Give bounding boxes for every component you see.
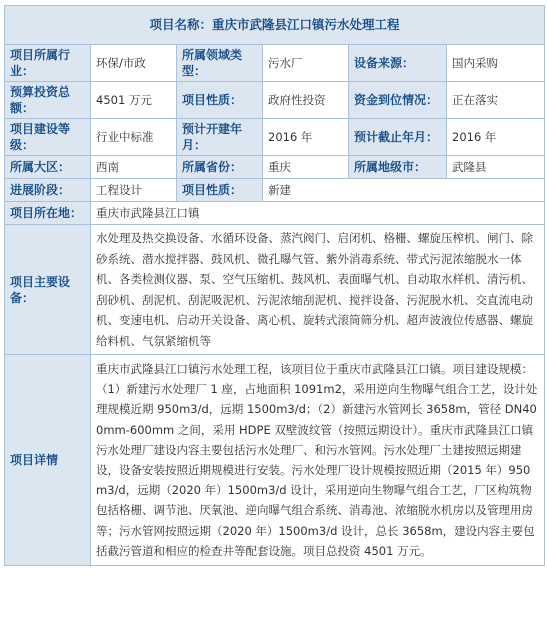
- source-label: 设备来源：: [349, 45, 447, 82]
- region-label: 所属大区：: [5, 156, 91, 179]
- location-label: 项目所在地：: [5, 202, 91, 225]
- domain-value: 污水厂: [263, 45, 349, 82]
- table-row: [5, 82, 545, 119]
- table-row: [5, 156, 545, 179]
- stage-label: 进展阶段：: [5, 179, 91, 202]
- details-label: 项目详情: [5, 355, 91, 566]
- location-value: 重庆市武隆县江口镇: [91, 202, 545, 225]
- industry-label: 项目所属行业：: [5, 45, 91, 82]
- region-value: 西南: [91, 156, 177, 179]
- end-label: 预计截止年月：: [349, 119, 447, 156]
- project-title: 项目名称：重庆市武隆县江口镇污水处理工程: [5, 6, 545, 45]
- table-row: [5, 179, 545, 202]
- nature-label: 项目性质：: [177, 179, 263, 202]
- start-value: 2016 年: [263, 119, 349, 156]
- province-label: 所属省份：: [177, 156, 263, 179]
- budget-value: 4501 万元: [91, 82, 177, 119]
- source-value: 国内采购: [447, 45, 545, 82]
- nature-value: 新建: [263, 179, 545, 202]
- funding-label: 资金到位情况：: [349, 82, 447, 119]
- table-row: [5, 202, 545, 225]
- city-label: 所属地级市：: [349, 156, 447, 179]
- level-label: 项目建设等级：: [5, 119, 91, 156]
- title-row: [5, 6, 545, 45]
- level-value: 行业中标准: [91, 119, 177, 156]
- city-value: 武隆县: [447, 156, 545, 179]
- equipment-value: 水处理及热交换设备、水循环设备、蒸汽阀门、启闭机、格栅、螺旋压榨机、闸门、除砂系统、潜水搅拌器、鼓风机、微孔曝气管、紫外消毒系统、带式污泥浓缩脱水一体机、各类检测仪器、泵、空气压缩机、鼓风机、表面曝气机、自动取水样机、清污机、刮砂机、刮泥机、刮泥吸泥机、污泥浓缩刮泥机、搅拌设备、污泥脱水机、交直流电动机、变速电机、启动开关设备、离心机、旋转式滚筒筛分机、超声波液位传感器、螺旋给料机、气氛紧缩机等: [91, 225, 545, 355]
- table-row: [5, 45, 545, 82]
- end-value: 2016 年: [447, 119, 545, 156]
- table-row: [5, 225, 545, 355]
- stage-value: 工程设计: [91, 179, 177, 202]
- details-value: 重庆市武隆县江口镇污水处理工程，该项目位于重庆市武隆县江口镇。项目建设规模：（1）新建污水处理厂 1 座，占地面积 1091m2，采用逆向生物曝气组合工艺，设计处理规模近期 950m3/d，远期 1500m3/d；（2）新建污水管网长 3658m，管径 DN400mm-600mm 之间，采用 HDPE 双壁波纹管（按照远期设计）。重庆市武隆县江口镇污水处理厂建设内容主要包括污水处理厂、和污水管网。污水处理厂土建按照远期建设，设备安装按照近期规模进行安装。污水处理厂设计规模按照近期（2015 年）950m3/d，远期（2020 年）1500m3/d 设计，采用逆向生物曝气组合工艺，厂区构筑物包括格栅、调节池、厌氧池、逆向曝气组合系统、消毒池、浓缩脱水机房以及管理用房等；污水管网按照远期（2020 年）1500m3/d 设计，总长 3658m，建设内容主要包括截污管道和相应的检查井等配套设施。项目总投资 4501 万元。: [91, 355, 545, 566]
- industry-value: 环保/市政: [91, 45, 177, 82]
- budget-label: 预算投资总额：: [5, 82, 91, 119]
- domain-label: 所属领域类型：: [177, 45, 263, 82]
- nature-label: 项目性质：: [177, 82, 263, 119]
- table-row: [5, 355, 545, 566]
- start-label: 预计开建年月：: [177, 119, 263, 156]
- funding-value: 正在落实: [447, 82, 545, 119]
- project-info-table: [4, 5, 545, 566]
- equipment-label: 项目主要设备：: [5, 225, 91, 355]
- nature-value: 政府性投资: [263, 82, 349, 119]
- table-row: [5, 119, 545, 156]
- province-value: 重庆: [263, 156, 349, 179]
